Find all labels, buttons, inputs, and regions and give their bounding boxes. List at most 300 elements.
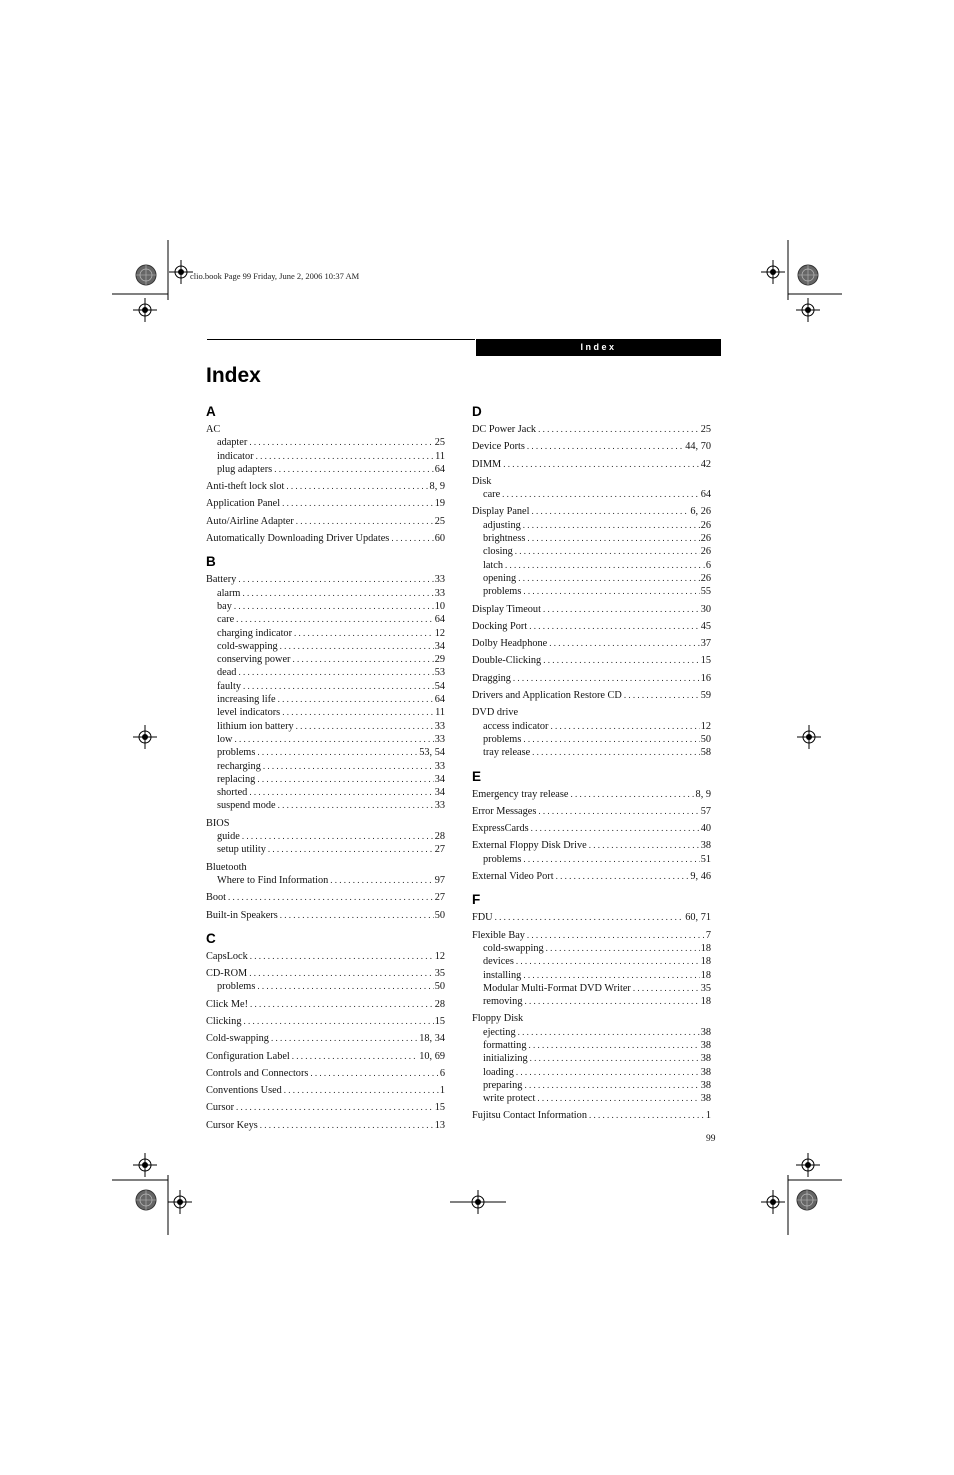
index-subentry <box>472 969 711 982</box>
index-entry-term <box>472 423 711 436</box>
index-entry <box>472 689 711 702</box>
index-pages: 33 <box>434 574 445 586</box>
dot-leader <box>268 843 434 856</box>
index-entry-term <box>472 1109 711 1122</box>
index-entry <box>472 788 711 801</box>
index-entry-term <box>472 929 711 942</box>
index-pages: 58 <box>700 747 711 759</box>
index-entry-term <box>206 497 445 510</box>
index-pages: 34 <box>434 787 445 799</box>
index-term: Modular Multi-Format DVD Writer <box>483 982 631 994</box>
index-subentry <box>472 955 711 968</box>
index-pages: 50 <box>434 981 445 993</box>
index-entry <box>472 1012 711 1105</box>
index-pages: 8, 9 <box>695 788 711 800</box>
index-pages: 12 <box>700 720 711 732</box>
index-pages: 50 <box>434 909 445 921</box>
index-term: initializing <box>483 1053 528 1065</box>
index-term: problems <box>217 747 256 759</box>
dot-leader <box>528 1039 699 1052</box>
dot-leader <box>524 995 699 1008</box>
index-term: adjusting <box>483 519 521 531</box>
index-term: Drivers and Application Restore CD <box>472 690 622 702</box>
index-entry-term <box>472 505 711 518</box>
index-pages: 25 <box>434 437 445 449</box>
index-term: Error Messages <box>472 805 537 817</box>
dot-leader <box>280 909 434 922</box>
index-entry <box>206 1067 445 1080</box>
index-pages: 11 <box>435 450 445 462</box>
index-subentry <box>472 559 711 572</box>
index-pages: 12 <box>434 950 445 962</box>
index-term: alarm <box>217 587 241 599</box>
index-pages: 34 <box>434 773 445 785</box>
index-entry <box>206 1015 445 1028</box>
index-term: Where to Find Information <box>217 874 329 886</box>
dot-leader <box>278 693 434 706</box>
index-entry-term <box>472 475 711 488</box>
dot-leader <box>529 620 700 633</box>
index-subentry <box>472 572 711 585</box>
index-pages: 60 <box>434 533 445 545</box>
dot-leader <box>624 689 700 702</box>
index-entry-term <box>472 689 711 702</box>
dot-leader <box>633 982 700 995</box>
index-subentry <box>206 720 445 733</box>
index-pages: 64 <box>434 463 445 475</box>
dot-leader <box>296 720 434 733</box>
index-pages: 37 <box>700 638 711 650</box>
dot-leader <box>280 640 434 653</box>
index-term: charging indicator <box>217 627 293 639</box>
index-pages: 33 <box>434 760 445 772</box>
index-entry <box>206 423 445 476</box>
index-term: replacing <box>217 773 256 785</box>
index-column-right <box>472 403 711 1123</box>
index-pages: 51 <box>700 853 711 865</box>
index-pages: 38 <box>700 1079 711 1091</box>
index-subentry <box>206 799 445 812</box>
index-term: AC <box>206 424 221 435</box>
index-subentry <box>206 773 445 786</box>
index-pages: 34 <box>434 640 445 652</box>
index-pages: 26 <box>700 533 711 545</box>
index-entry <box>206 515 445 528</box>
index-letter-heading: A <box>206 404 216 419</box>
index-term: tray release <box>483 747 531 759</box>
index-term: Boot <box>206 892 227 904</box>
dot-leader <box>243 1015 433 1028</box>
dot-leader <box>257 746 418 759</box>
index-subentry <box>472 1039 711 1052</box>
index-term: problems <box>483 853 522 865</box>
index-term: External Video Port <box>472 871 554 883</box>
index-entry <box>206 891 445 904</box>
index-pages: 27 <box>434 844 445 856</box>
index-entry-term <box>472 603 711 616</box>
dot-leader <box>263 760 434 773</box>
dot-leader <box>532 746 700 759</box>
index-term: CapsLock <box>206 950 248 962</box>
index-entry-term <box>472 440 711 453</box>
index-term: Floppy Disk <box>472 1013 524 1025</box>
index-pages: 35 <box>700 982 711 994</box>
dot-leader <box>527 440 684 453</box>
index-term: suspend mode <box>217 800 276 812</box>
index-entry <box>206 480 445 493</box>
dot-leader <box>292 1050 418 1063</box>
dot-leader <box>495 911 685 924</box>
index-term: Flexible Bay <box>472 929 525 941</box>
dot-leader <box>282 706 434 719</box>
index-term: Device Ports <box>472 441 525 453</box>
index-entry-term <box>206 1067 445 1080</box>
dot-leader <box>589 1109 705 1122</box>
index-term: preparing <box>483 1079 523 1091</box>
index-pages: 6 <box>705 559 711 571</box>
index-entry-term <box>206 891 445 904</box>
index-pages: 18 <box>700 996 711 1008</box>
index-pages: 44, 70 <box>685 441 711 453</box>
dot-leader <box>238 573 433 586</box>
dot-leader <box>538 423 700 436</box>
index-subentry <box>206 640 445 653</box>
index-entry-term <box>472 911 711 924</box>
index-letter-heading: D <box>472 404 482 419</box>
index-letter-heading: C <box>206 930 216 946</box>
index-pages: 18 <box>700 942 711 954</box>
index-subentry <box>206 874 445 887</box>
index-pages: 64 <box>434 694 445 706</box>
index-entry <box>206 1032 445 1045</box>
dot-leader <box>523 585 699 598</box>
index-subentry <box>206 746 445 759</box>
dot-leader <box>257 773 433 786</box>
dot-leader <box>310 1067 438 1080</box>
index-column-left <box>206 403 445 1132</box>
index-subentry <box>472 746 711 759</box>
index-entry-term <box>206 1101 445 1114</box>
index-pages: 8, 9 <box>429 481 445 493</box>
index-pages: 7 <box>705 929 711 941</box>
dot-leader <box>531 822 700 835</box>
index-entry-term <box>472 706 711 719</box>
index-entry-term <box>206 909 445 922</box>
index-term: Dolby Headphone <box>472 638 548 650</box>
index-pages: 15 <box>434 1015 445 1027</box>
index-pages: 42 <box>700 458 711 470</box>
index-subentry <box>472 720 711 733</box>
header-rule <box>207 339 475 340</box>
index-entry <box>472 505 711 598</box>
index-term: closing <box>483 546 513 558</box>
index-subentry <box>206 436 445 449</box>
index-entry-term <box>472 805 711 818</box>
index-pages: 28 <box>434 831 445 843</box>
index-term: Click Me! <box>206 998 249 1010</box>
index-subentry <box>206 760 445 773</box>
index-subentry <box>206 706 445 719</box>
index-entry-term <box>472 839 711 852</box>
index-pages: 28 <box>434 998 445 1010</box>
index-subentry <box>472 488 711 501</box>
index-term: Display Timeout <box>472 603 541 615</box>
index-subentry <box>206 450 445 463</box>
index-pages: 50 <box>700 733 711 745</box>
dot-leader <box>518 572 700 585</box>
index-entry <box>472 1109 711 1122</box>
dot-leader <box>282 497 434 510</box>
index-term: FDU <box>472 912 493 924</box>
index-subentry <box>472 585 711 598</box>
dot-leader <box>243 680 434 693</box>
dot-leader <box>234 733 433 746</box>
index-term: Clicking <box>206 1015 242 1027</box>
index-entry <box>206 950 445 963</box>
index-entry-term <box>206 861 445 874</box>
index-entry <box>472 423 711 436</box>
index-entry <box>206 1101 445 1114</box>
index-pages: 1 <box>439 1085 445 1097</box>
index-term: cold-swapping <box>217 640 278 652</box>
index-entry-term <box>206 1119 445 1132</box>
dot-leader <box>516 955 700 968</box>
index-entry <box>206 909 445 922</box>
index-term: formatting <box>483 1039 527 1051</box>
index-subentry <box>206 613 445 626</box>
dot-leader <box>589 839 700 852</box>
dot-leader <box>550 720 699 733</box>
index-entry-term <box>206 817 445 830</box>
index-term: problems <box>483 586 522 598</box>
index-entry <box>472 603 711 616</box>
index-entry <box>206 1084 445 1097</box>
index-entry-term <box>472 822 711 835</box>
index-term: loading <box>483 1066 514 1078</box>
index-term: Emergency tray release <box>472 788 569 800</box>
index-term: latch <box>483 559 504 571</box>
index-subentry <box>472 519 711 532</box>
index-subentry <box>472 995 711 1008</box>
index-subentry <box>472 853 711 866</box>
index-pages: 12 <box>434 627 445 639</box>
index-term: level indicators <box>217 707 281 719</box>
dot-leader <box>228 891 434 904</box>
dot-leader <box>505 559 705 572</box>
index-pages: 57 <box>700 805 711 817</box>
index-pages: 38 <box>700 1053 711 1065</box>
index-pages: 38 <box>700 1039 711 1051</box>
index-entry-term <box>472 672 711 685</box>
page-number: 99 <box>706 1134 716 1144</box>
index-pages: 59 <box>700 690 711 702</box>
dot-leader <box>284 1084 439 1097</box>
index-pages: 10 <box>434 600 445 612</box>
index-entry <box>472 822 711 835</box>
index-pages: 33 <box>434 720 445 732</box>
index-pages: 45 <box>700 620 711 632</box>
index-subentry <box>472 545 711 558</box>
dot-leader <box>236 613 434 626</box>
dot-leader <box>256 450 434 463</box>
index-entry <box>472 654 711 667</box>
index-pages: 40 <box>700 823 711 835</box>
index-term: ExpressCards <box>472 823 529 835</box>
index-subentry <box>206 653 445 666</box>
index-pages: 33 <box>434 733 445 745</box>
index-pages: 38 <box>700 1093 711 1105</box>
index-entry <box>206 817 445 857</box>
dot-leader <box>249 967 434 980</box>
index-entry <box>472 911 711 924</box>
dot-leader <box>531 505 689 518</box>
index-subentry <box>206 600 445 613</box>
index-term: External Floppy Disk Drive <box>472 840 587 852</box>
index-entry <box>472 805 711 818</box>
dot-leader <box>543 603 700 616</box>
index-term: shorted <box>217 787 248 799</box>
dot-leader <box>523 519 700 532</box>
index-entry-term <box>472 1012 711 1025</box>
index-term: Built-in Speakers <box>206 909 278 921</box>
index-pages: 53 <box>434 667 445 679</box>
index-entry <box>206 861 445 888</box>
index-term: faulty <box>217 680 242 692</box>
dot-leader <box>250 950 434 963</box>
dot-leader <box>274 463 434 476</box>
index-pages: 13 <box>434 1119 445 1131</box>
index-term: care <box>483 489 501 501</box>
dot-leader <box>524 1079 699 1092</box>
index-pages: 18, 34 <box>419 1033 445 1045</box>
index-term: guide <box>217 831 240 843</box>
index-entry-term <box>206 1084 445 1097</box>
dot-leader <box>549 637 699 650</box>
index-subentry <box>206 980 445 993</box>
index-term: cold-swapping <box>483 942 544 954</box>
dot-leader <box>260 1119 434 1132</box>
index-pages: 15 <box>700 655 711 667</box>
dot-leader <box>296 515 434 528</box>
index-entry <box>206 1050 445 1063</box>
dot-leader <box>527 532 699 545</box>
index-letter-heading: F <box>472 892 481 908</box>
index-pages: 38 <box>700 840 711 852</box>
index-pages: 26 <box>700 546 711 558</box>
index-term: Cursor Keys <box>206 1119 258 1131</box>
index-entry-term <box>206 1050 445 1063</box>
index-pages: 10, 69 <box>419 1050 445 1062</box>
index-entry <box>472 929 711 1009</box>
dot-leader <box>278 799 434 812</box>
index-entry <box>472 620 711 633</box>
index-pages: 64 <box>434 614 445 626</box>
dot-leader <box>286 480 428 493</box>
dot-leader <box>257 980 433 993</box>
index-entry <box>206 497 445 510</box>
index-subentry <box>472 1092 711 1105</box>
index-term: problems <box>483 733 522 745</box>
index-pages: 18 <box>700 969 711 981</box>
index-term: devices <box>483 956 514 968</box>
dot-leader <box>249 786 433 799</box>
index-entry-term <box>206 573 445 586</box>
dot-leader <box>391 532 433 545</box>
index-letter-heading: E <box>472 768 482 784</box>
index-entry-term <box>472 788 711 801</box>
index-pages: 30 <box>700 603 711 615</box>
dot-leader <box>250 998 434 1011</box>
index-pages: 33 <box>434 800 445 812</box>
index-term: Cold-swapping <box>206 1033 269 1045</box>
index-subentry <box>472 1079 711 1092</box>
dot-leader <box>236 1101 434 1114</box>
index-pages: 64 <box>700 489 711 501</box>
index-entry <box>472 440 711 453</box>
index-term: problems <box>217 981 256 993</box>
index-term: DIMM <box>472 458 502 470</box>
index-letter-heading: B <box>206 554 216 570</box>
index-entry-term <box>206 480 445 493</box>
dot-leader <box>515 545 700 558</box>
dot-leader <box>546 942 700 955</box>
index-term: dead <box>217 667 237 679</box>
index-term: indicator <box>217 450 254 462</box>
index-subentry <box>472 733 711 746</box>
dot-leader <box>294 627 434 640</box>
index-pages: 9, 46 <box>690 871 711 883</box>
index-subentry <box>206 786 445 799</box>
index-term: access indicator <box>483 720 549 732</box>
index-subentry <box>206 733 445 746</box>
index-entry <box>206 967 445 994</box>
dot-leader <box>513 672 700 685</box>
index-subentry <box>206 627 445 640</box>
index-term: care <box>217 614 235 626</box>
index-entry <box>472 475 711 502</box>
dot-leader <box>293 653 434 666</box>
index-entry-term <box>472 637 711 650</box>
index-term: increasing life <box>217 694 276 706</box>
header-tab: Index <box>476 339 721 356</box>
index-entry <box>472 706 711 759</box>
index-entry-term <box>206 423 445 436</box>
index-entry-term <box>206 1015 445 1028</box>
index-entry-term <box>206 1032 445 1045</box>
dot-leader <box>523 733 699 746</box>
index-term: Disk <box>472 475 492 487</box>
index-subentry <box>472 982 711 995</box>
index-term: Fujitsu Contact Information <box>472 1110 587 1122</box>
index-pages: 60, 71 <box>685 912 711 924</box>
index-pages: 16 <box>700 672 711 684</box>
index-entry <box>472 870 711 883</box>
index-entry <box>472 672 711 685</box>
index-subentry <box>472 1026 711 1039</box>
index-term: setup utility <box>217 844 266 856</box>
dot-leader <box>570 788 694 801</box>
dot-leader <box>543 654 699 667</box>
index-pages: 35 <box>434 968 445 980</box>
index-pages: 54 <box>434 680 445 692</box>
index-subentry <box>472 532 711 545</box>
index-entry <box>206 573 445 812</box>
index-subentry <box>206 587 445 600</box>
index-pages: 26 <box>700 572 711 584</box>
index-subentry <box>206 463 445 476</box>
index-pages: 19 <box>434 498 445 510</box>
dot-leader <box>503 458 700 471</box>
